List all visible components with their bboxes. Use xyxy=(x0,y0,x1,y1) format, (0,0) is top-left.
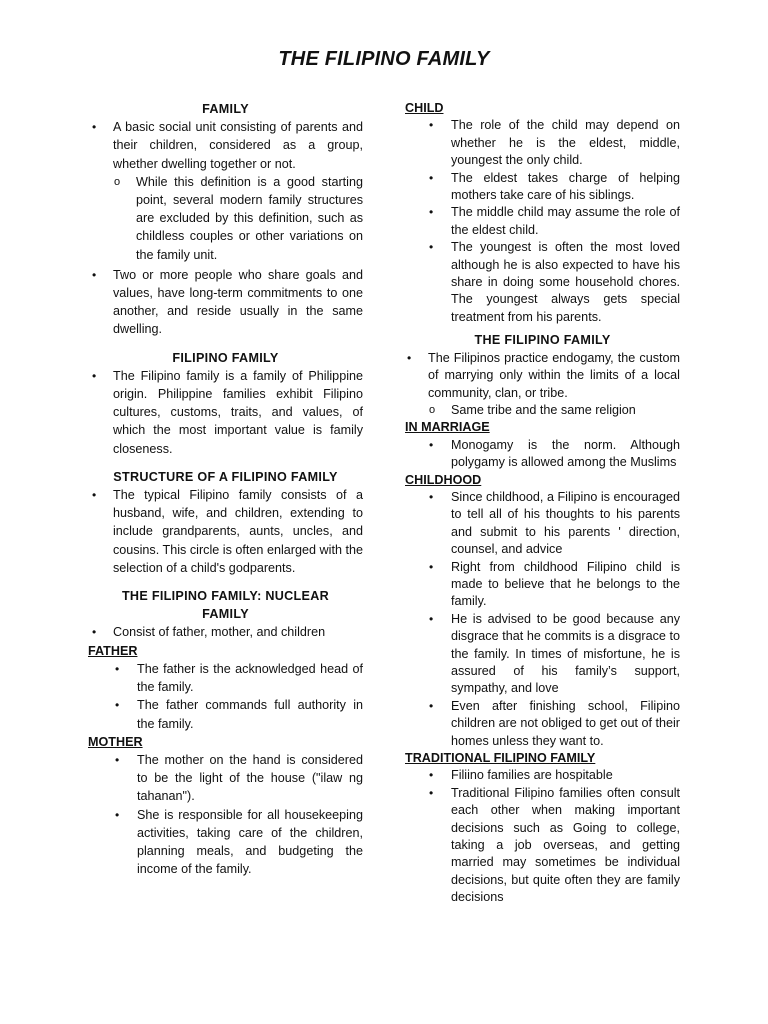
heading-family: FAMILY xyxy=(202,102,249,116)
list-item: • Right from childhood Filipino child is made to believe that he belongs to the family. xyxy=(405,559,680,611)
structure-list xyxy=(88,486,363,577)
heading-the-filipino-family: THE FILIPINO FAMILY xyxy=(474,333,611,348)
endogamy-list xyxy=(405,350,680,420)
list-item: • Filiino families are hospitable xyxy=(405,767,680,784)
child-list xyxy=(405,117,680,326)
nuclear-list xyxy=(88,623,363,641)
list-item: • He is advised to be good because any disgrace that he commits is a disgrace to the family. In times of misfortune, he is assured of his family’s support, sympathy, and love xyxy=(405,611,680,698)
list-item: • The father is the acknowledged head of the family. xyxy=(88,660,363,696)
page-title: THE FILIPINO FAMILY xyxy=(278,48,490,70)
heading-in-marriage: IN MARRIAGE xyxy=(405,420,490,435)
list-item: • Two or more people who share goals and values, have long-term commitments to one another, and reside usually in the same dwelling. xyxy=(88,266,363,339)
heading-structure: STRUCTURE OF A FILIPINO FAMILY xyxy=(113,469,338,484)
list-item: • Since childhood, a Filipino is encouraged to tell all of his thoughts to his parents and submit to his parents ' direction, counsel, and advice xyxy=(405,489,680,559)
sub-list-item: o Same tribe and the same religion xyxy=(405,402,680,419)
right-column xyxy=(405,100,680,907)
heading-child: CHILD xyxy=(405,101,444,115)
list-item: • The Filipinos practice endogamy, the custom of marrying only within the limits of a local community, clan, or tribe. xyxy=(405,350,680,402)
list-item: • The middle child may assume the role of the eldest child. xyxy=(405,204,680,239)
sub-list-item: o While this definition is a good starting point, several modern family structures are excluded by this definition, such as childless couples or other variations on the family unit. xyxy=(88,173,363,264)
heading-childhood: CHILDHOOD xyxy=(405,472,482,487)
family-list xyxy=(88,118,363,338)
list-item: • Traditional Filipino families often consult each other when making important decisions such as Going to college, taking a job overseas, and getting married may sometimes be individual decisions, but quite often they are family decisions xyxy=(405,785,680,907)
father-list xyxy=(88,660,363,733)
heading-father: FATHER xyxy=(88,643,138,658)
childhood-list xyxy=(405,489,680,750)
marriage-list xyxy=(405,437,680,472)
heading-nuclear-family: THE FILIPINO FAMILY: NUCLEAR FAMILY xyxy=(121,589,330,622)
list-item: • The typical Filipino family consists of a husband, wife, and children, extending to include grandparents, aunts, uncles, and cousins. This circle is often enlarged with the selection of a child's godparents. xyxy=(88,486,363,577)
list-item: • Even after finishing school, Filipino children are not obliged to get out of their homes unless they want to. xyxy=(405,698,680,750)
heading-mother: MOTHER xyxy=(88,734,143,749)
list-item: • The role of the child may depend on whether he is the eldest, middle, youngest the only child. xyxy=(405,117,680,169)
list-item: • A basic social unit consisting of parents and their children, considered as a group, whether dwelling together or not. xyxy=(88,118,363,173)
filipino-family-list xyxy=(88,367,363,458)
heading-filipino-family: FILIPINO FAMILY xyxy=(172,350,279,365)
list-item: • Consist of father, mother, and children xyxy=(88,623,363,641)
list-item: • The father commands full authority in the family. xyxy=(88,696,363,732)
heading-traditional-filipino-family: TRADITIONAL FILIPINO FAMILY xyxy=(405,751,596,766)
left-column xyxy=(88,100,363,878)
list-item: • Monogamy is the norm. Although polygamy is allowed among the Muslims xyxy=(405,437,680,472)
list-item: • The Filipino family is a family of Philippine origin. Philippine families exhibit Filipino cultures, customs, traits, and values, of which the most important value is family closeness. xyxy=(88,367,363,458)
list-item: • The mother on the hand is considered to be the light of the house ("ilaw ng tahanan"). xyxy=(88,751,363,806)
traditional-list xyxy=(405,767,680,906)
list-item: • The youngest is often the most loved although he is also expected to have his share in doing some household chores. The youngest always gets special treatment from his parents. xyxy=(405,239,680,326)
mother-list xyxy=(88,751,363,878)
list-item: • She is responsible for all housekeeping activities, taking care of the children, planning meals, and budgeting the income of the family. xyxy=(88,806,363,879)
list-item: • The eldest takes charge of helping mothers take care of his siblings. xyxy=(405,170,680,205)
